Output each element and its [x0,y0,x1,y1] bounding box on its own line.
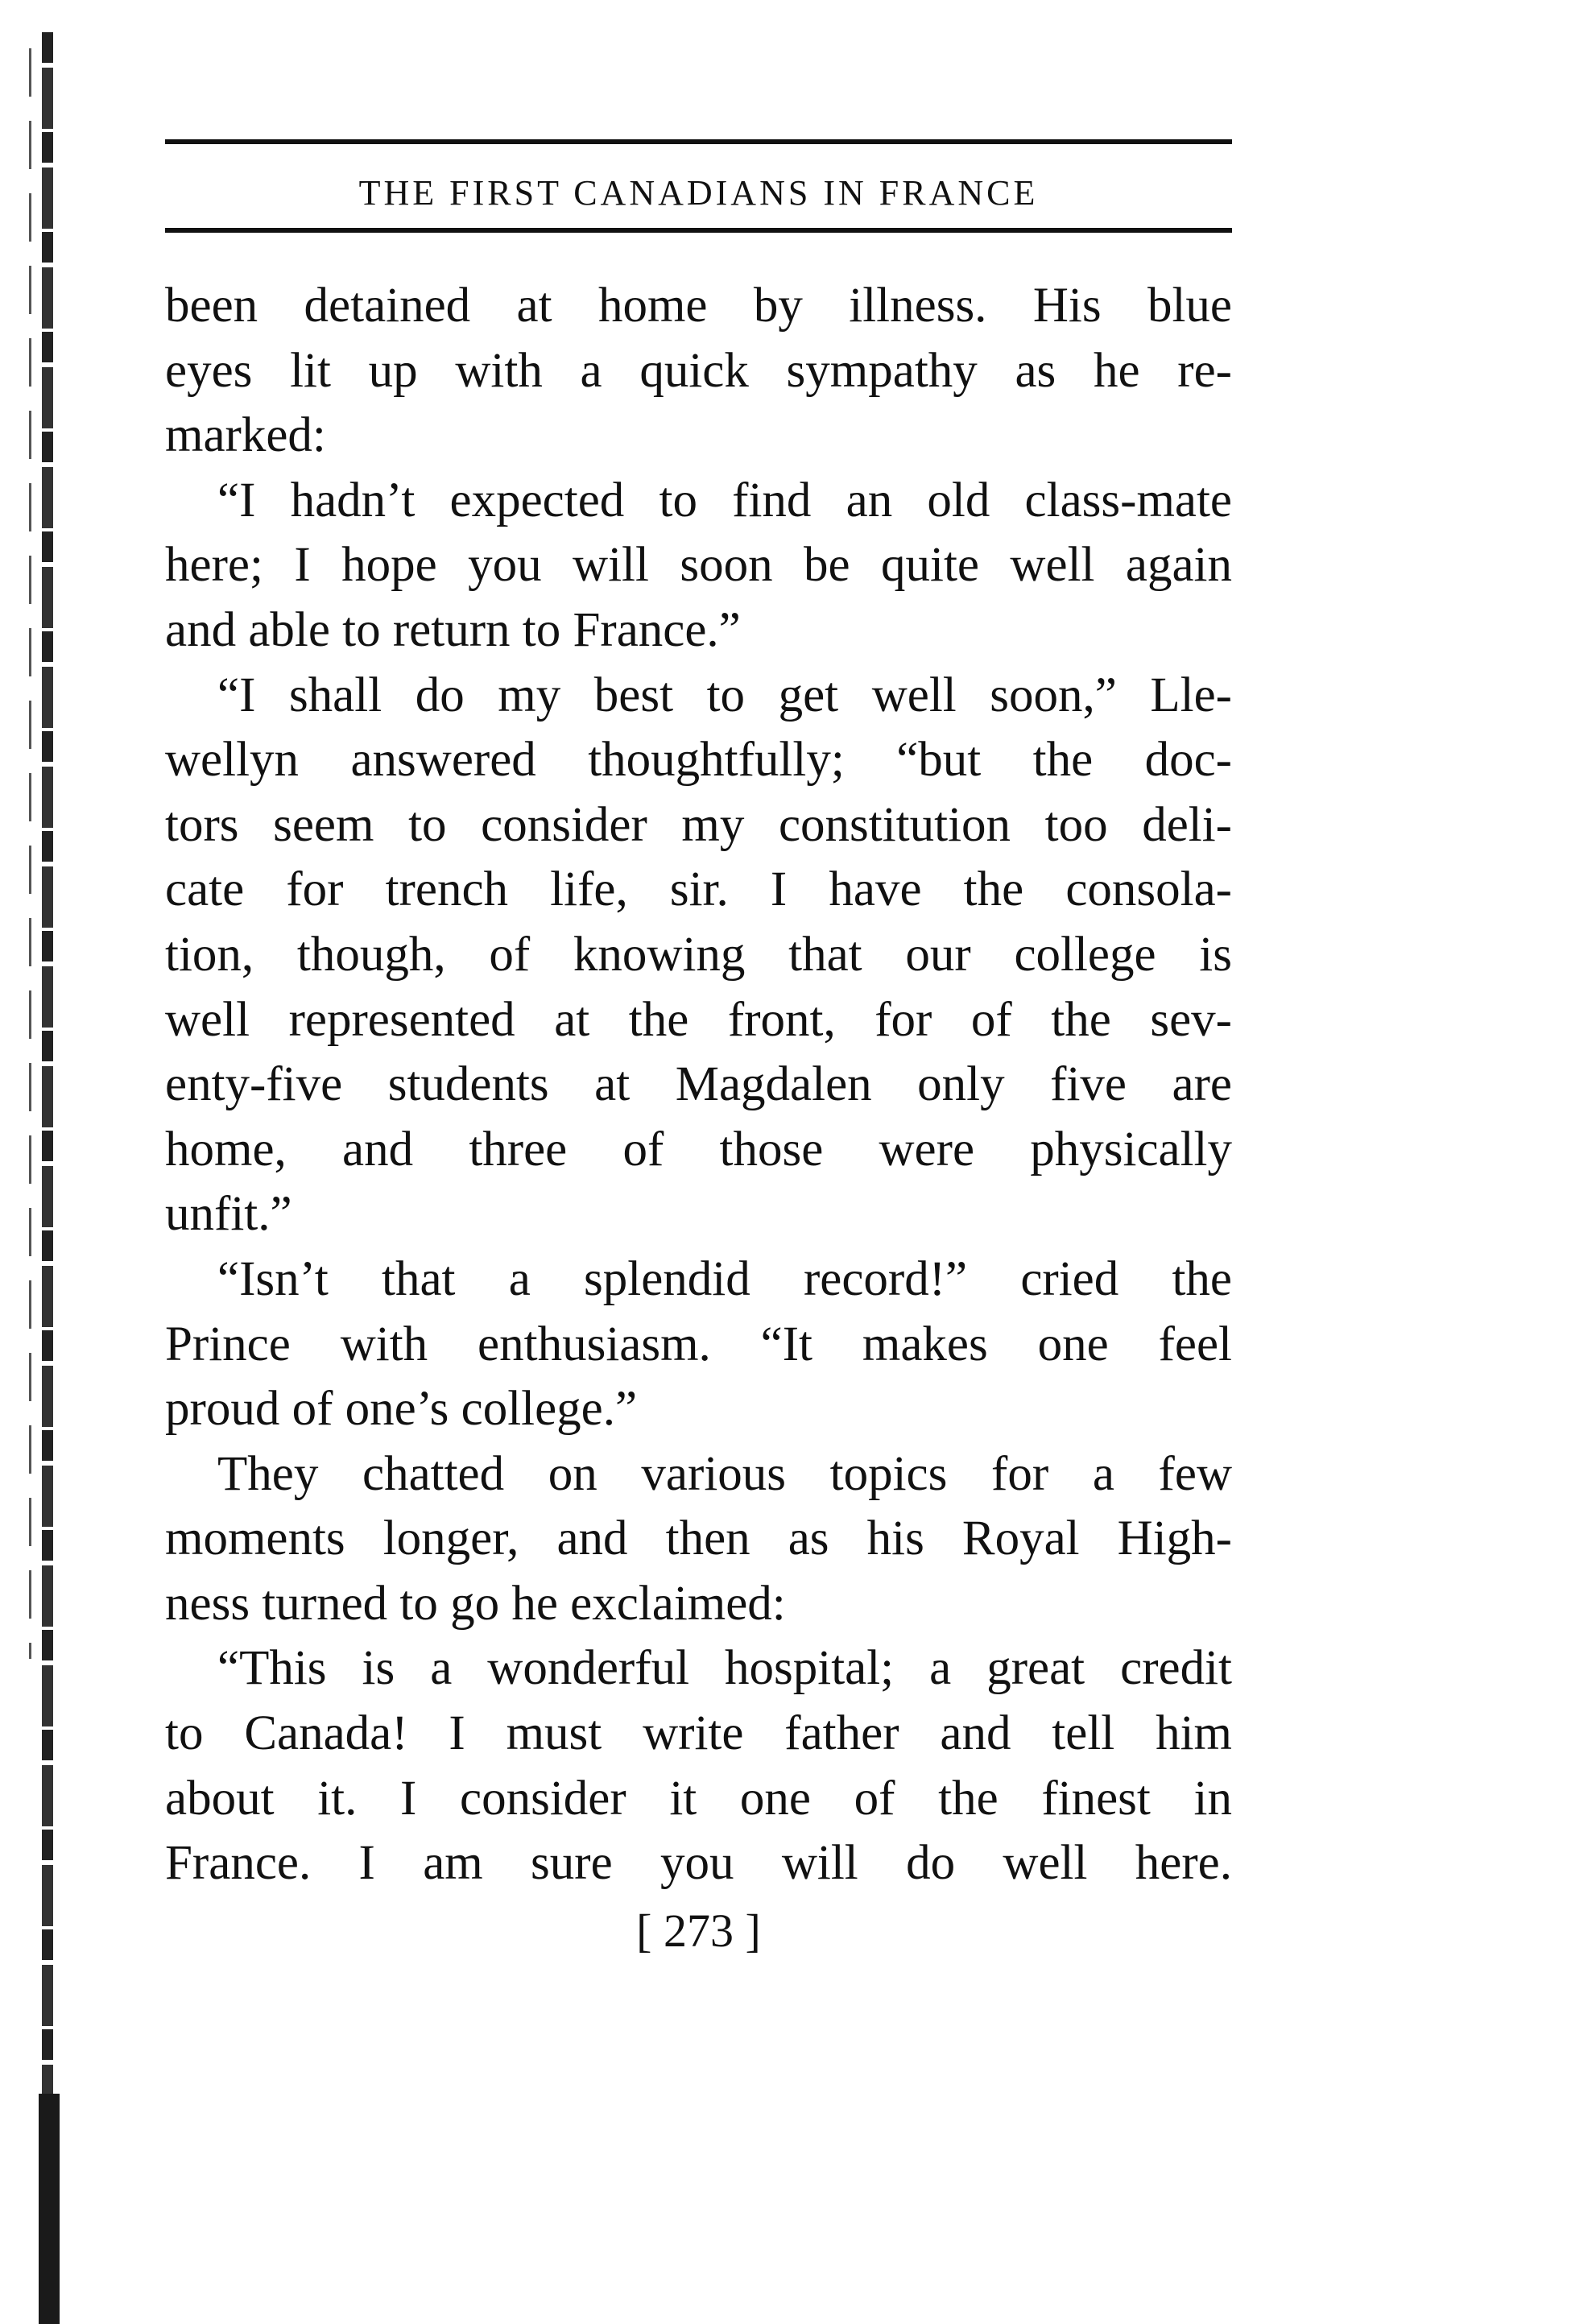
text-line: to Canada! I must write father and tell him [165,1706,1232,1761]
text-line: wellyn answered thoughtfully; “but the doc- [165,733,1232,788]
text-line: been detained at home by illness. His blue [165,279,1232,333]
text-line: unfit.” [165,1187,292,1242]
text-line: ness turned to go he exclaimed: [165,1576,786,1631]
text-line: here; I hope you will soon be quite well again [165,538,1232,593]
running-head: THE FIRST CANADIANS IN FRANCE [358,173,1039,213]
page-gutter-shadow [42,32,53,2324]
text-line: “Isn’t that a splendid record!” cried the [217,1251,1232,1306]
text-line: moments longer, and then as his Royal High- [165,1511,1232,1566]
text-line: about it. I consider it one of the finest in [165,1771,1232,1826]
text-line: enty-five students at Magdalen only five are [165,1057,1232,1112]
text-line: home, and three of those were physically [165,1122,1232,1176]
text-line: France. I am sure you will do well here. [165,1836,1232,1891]
text-line: tors seem to consider my constitution too deli- [165,797,1232,852]
page-gutter-shadow-thin [29,48,31,1659]
text-line: well represented at the front, for of the sev- [165,992,1232,1047]
text-line: marked: [165,408,326,463]
text-line: “I hadn’t expected to find an old class-mate [217,473,1232,527]
page-gutter-base [39,2094,60,2324]
page-number: [ 273 ] [636,1904,761,1957]
body-text [165,274,1232,1896]
text-line: “I shall do my best to get well soon,” Lle- [217,668,1232,722]
text-line: cate for trench life, sir. I have the consola- [165,862,1232,917]
text-line: Prince with enthusiasm. “It makes one feel [165,1317,1232,1371]
text-line: “This is a wonderful hospital; a great credit [217,1641,1232,1696]
text-line: and able to return to France.” [165,602,741,657]
text-line: They chatted on various topics for a few [217,1446,1232,1501]
header-rule-top [165,139,1232,144]
text-line: proud of one’s college.” [165,1382,638,1437]
text-line: eyes lit up with a quick sympathy as he re- [165,343,1232,398]
header-rule-bottom [165,228,1232,233]
text-line: tion, though, of knowing that our college is [165,927,1232,982]
